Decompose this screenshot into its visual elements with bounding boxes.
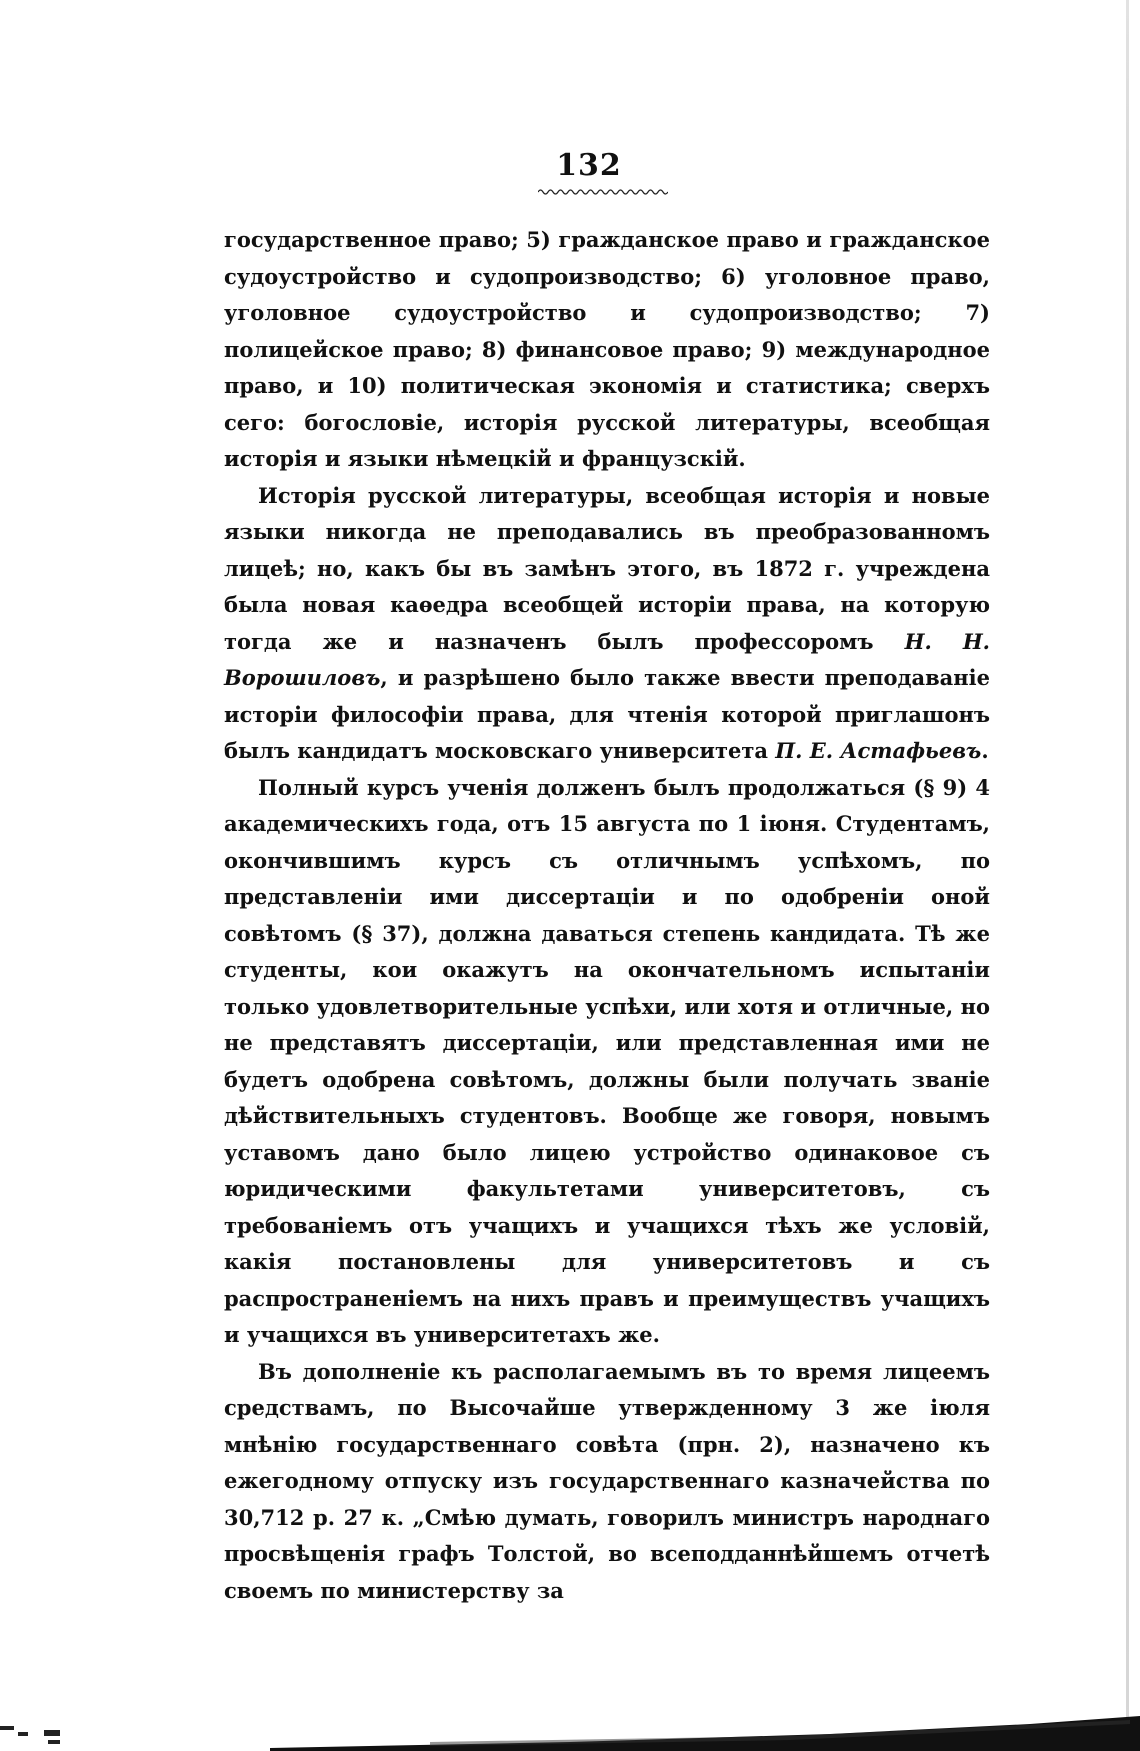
page-number: 132 xyxy=(556,148,622,183)
paragraph-2-text-c: . xyxy=(981,738,989,763)
body-text xyxy=(224,222,990,1609)
paragraph-2-text-a: Исторія русской литературы, всеобщая исторія и новые языки никогда не преподавались въ преобразованномъ лицеѣ; но, какъ бы въ замѣнъ этого, въ 1872 г. учреждена была новая каѳедра всеобщей исторіи права, на которую тогда же и назначенъ былъ профессоромъ xyxy=(224,482,990,654)
paragraph-4-text: Въ дополненіе къ располагаемымъ въ то время лицеемъ средствамъ, по Высочайше утвержденному 3 же іюля мнѣнію государственнаго совѣта (прн. 2), назначено къ ежегодному отпуску изъ государственнаго казначейства по 30,712 р. 27 к. „Смѣю думать, говорилъ министръ народнаго просвѣщенія графъ Толстой, во всеподданнѣйшемъ отчетѣ своемъ по министерству за xyxy=(224,1358,990,1603)
paragraph-3-text: Полный курсъ ученія долженъ былъ продолжаться (§ 9) 4 академическихъ года, отъ 15 августа по 1 іюня. Студентамъ, окончившимъ курсъ съ отличнымъ успѣхомъ, по представленіи ими диссертаціи и по одобреніи оной совѣтомъ (§ 37), должна даваться степень кандидата. Тѣ же студенты, кои окажутъ на окончательномъ испытаніи только удовлетворительные успѣхи, или хотя и отличные, но не представятъ диссертаціи, или представленная ими не будетъ одобрена совѣтомъ, должны были получать званіе дѣйствительныхъ студентовъ. Вообще же говоря, новымъ уставомъ дано было лицею устройство одинаковое съ юридическими факультетами университетовъ, съ требованіемъ отъ учащихъ и учащихся тѣхъ же условій, какія постановлены для университетовъ и съ распространеніемъ на нихъ правъ и преимуществъ учащихъ и учащихся въ университетахъ же. xyxy=(224,774,990,1347)
paragraph-2-text-b: , и разрѣшено было также ввести преподаваніе исторіи философіи права, для чтенія которой приглашонъ былъ кандидатъ московскаго университета xyxy=(224,665,990,763)
scan-bottom-shadow xyxy=(270,1690,1140,1751)
paragraph-4 xyxy=(224,1354,990,1610)
person-name-voroshilov: Н. Н. Ворошиловъ xyxy=(224,628,990,690)
paragraph-3 xyxy=(224,770,990,1354)
paragraph-1 xyxy=(224,222,990,478)
paragraph-2 xyxy=(224,478,990,770)
page-header xyxy=(0,148,1140,183)
scan-edge-shadow xyxy=(1126,0,1129,1751)
person-name-astafyev: П. Е. Астафьевъ xyxy=(775,738,982,763)
wavy-rule-ornament xyxy=(538,188,668,196)
scan-margin-marks xyxy=(0,1718,120,1748)
paragraph-1-text: государственное право; 5) гражданское право и гражданское судоустройство и судопроизводство; 6) уголовное право, уголовное судоустройство и судопроизводство; 7) полицейское право; 8) финансовое право; 9) международное право, и 10) политическая экономія и статистика; сверхъ сего: богословіе, исторія русской литературы, всеобщая исторія и языки нѣмецкій и французскій. xyxy=(224,227,990,471)
